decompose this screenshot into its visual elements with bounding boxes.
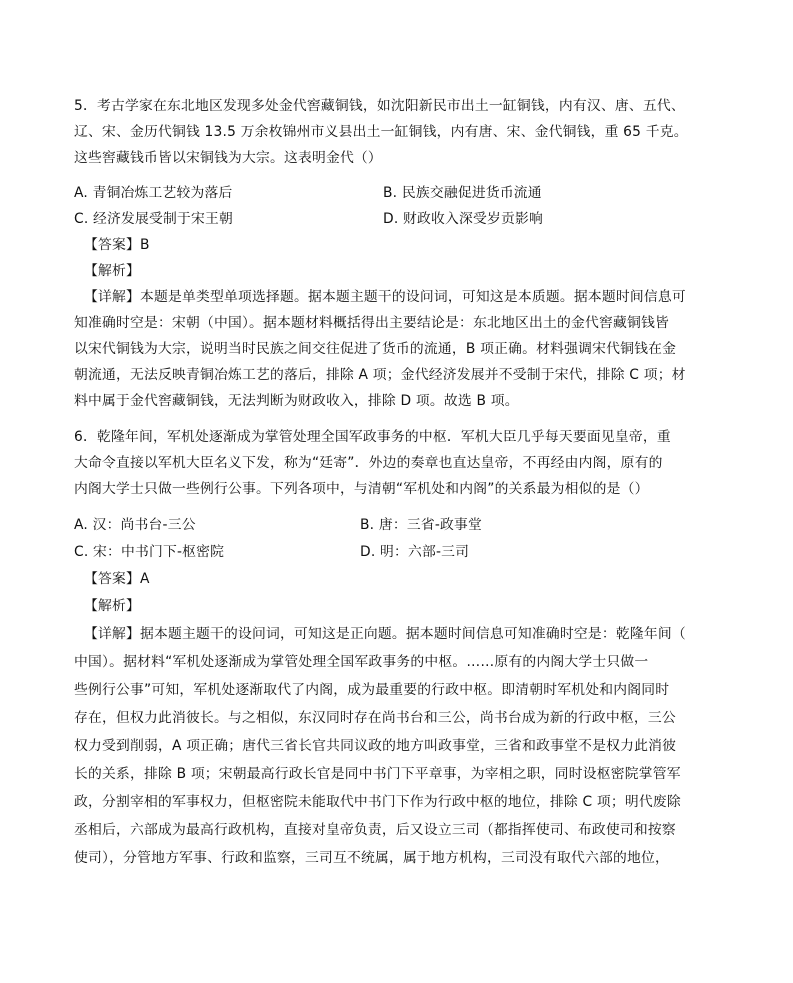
q5-option-b: B. 民族交融促进货币流通 [383, 185, 542, 201]
q5-detail-line-4: 朝流通，无法反映青铜冶炼工艺的落后，排除 A 项；金代经济发展并不受制于宋代，排除 C 项；材 [74, 367, 686, 383]
q5-detail-line-2: 知准确时空是：宋朝（中国）。据本题材料概括得出主要结论是：东北地区出土的金代窖藏铜钱皆 [74, 315, 669, 331]
q6-answer: 【答案】A [84, 571, 150, 587]
q6-detail-line-5: 权力受到削弱，A 项正确；唐代三省长官共同议政的地方叫政事堂，三省和政事堂不是权力此消彼 [74, 738, 677, 754]
q6-detail-line-2: 中国）。据材料“军机处逐渐成为掌管处理全国军政事务的中枢。……原有的内阁大学士只做一 [74, 654, 649, 670]
q6-option-c: C. 宋：中书门下-枢密院 [74, 544, 225, 560]
q6-option-a: A. 汉：尚书台-三公 [74, 517, 196, 533]
q6-detail-line-4: 存在，但权力此消彼长。与之相似，东汉同时存在尚书台和三公，尚书台成为新的行政中枢，三公 [74, 710, 676, 726]
q5-answer: 【答案】B [84, 237, 150, 253]
q6-detail-line-6: 长的关系，排除 B 项；宋朝最高行政长官是同中书门下平章事，为宰相之职，同时设枢密院掌管军 [74, 766, 681, 782]
q5-option-a: A. 青铜冶炼工艺较为落后 [74, 185, 233, 201]
q6-detail-line-8: 丞相后，六部成为最高行政机构，直接对皇帝负责，后又设立三司（都指挥使司、布政使司和按察 [74, 822, 676, 838]
q5-stem-line-3: 这些窖藏钱币皆以宋铜钱为大宗。这表明金代（） [74, 150, 382, 166]
q5-stem-line-2: 辽、宋、金历代铜钱 13.5 万余枚锦州市义县出土一缸铜钱，内有唐、宋、金代铜钱，重 65 千克。 [74, 124, 688, 140]
q5-option-d: D. 财政收入深受岁贡影响 [383, 211, 543, 227]
q5-detail-line-5: 料中属于金代窖藏铜钱，无法判断为财政收入，排除 D 项。故选 B 项。 [74, 393, 519, 409]
q5-analysis-label: 【解析】 [84, 263, 140, 279]
q6-stem-line-1: 6．乾隆年间，军机处逐渐成为掌管处理全国军政事务的中枢．军机大臣几乎每天要面见皇帝，重 [74, 429, 671, 445]
q5-detail-line-3: 以宋代铜钱为大宗，说明当时民族之间交往促进了货币的流通，B 项正确。材料强调宋代铜钱在金 [74, 341, 677, 357]
q6-stem-line-3: 内阁大学士只做一些例行公事。下列各项中，与清朝“军机处和内阁”的关系最为相似的是（） [74, 481, 649, 497]
q6-analysis-label: 【解析】 [84, 598, 140, 614]
q6-detail-line-9: 使司），分管地方军事、行政和监察，三司互不统属，属于地方机构，三司没有取代六部的地位， [74, 850, 669, 866]
q6-stem-line-2: 大命令直接以军机大臣名义下发，称为“廷寄”．外边的奏章也直达皇帝，不再经由内阁，原有的 [74, 455, 663, 471]
q6-option-b: B. 唐：三省-政事堂 [360, 517, 482, 533]
q6-detail-line-7: 政，分割宰相的军事权力，但枢密院未能取代中书门下作为行政中枢的地位，排除 C 项；明代废除 [74, 794, 681, 810]
q6-option-d: D. 明：六部-三司 [360, 544, 470, 560]
q5-stem-line-1: 5．考古学家在东北地区发现多处金代窖藏铜钱，如沈阳新民市出土一缸铜钱，内有汉、唐、五代、 [74, 98, 685, 114]
q5-option-c: C. 经济发展受制于宋王朝 [74, 211, 233, 227]
q5-detail-line-1: 【详解】本题是单类型单项选择题。据本题主题干的设问词，可知这是本质题。据本题时间信息可 [84, 289, 686, 305]
q6-detail-line-1: 【详解】据本题主题干的设问词，可知这是正向题。据本题时间信息可知准确时空是：乾隆年间（ [84, 626, 686, 642]
q6-detail-line-3: 些例行公事”可知，军机处逐渐取代了内阁，成为最重要的行政中枢。即清朝时军机处和内阁同时 [74, 682, 670, 698]
